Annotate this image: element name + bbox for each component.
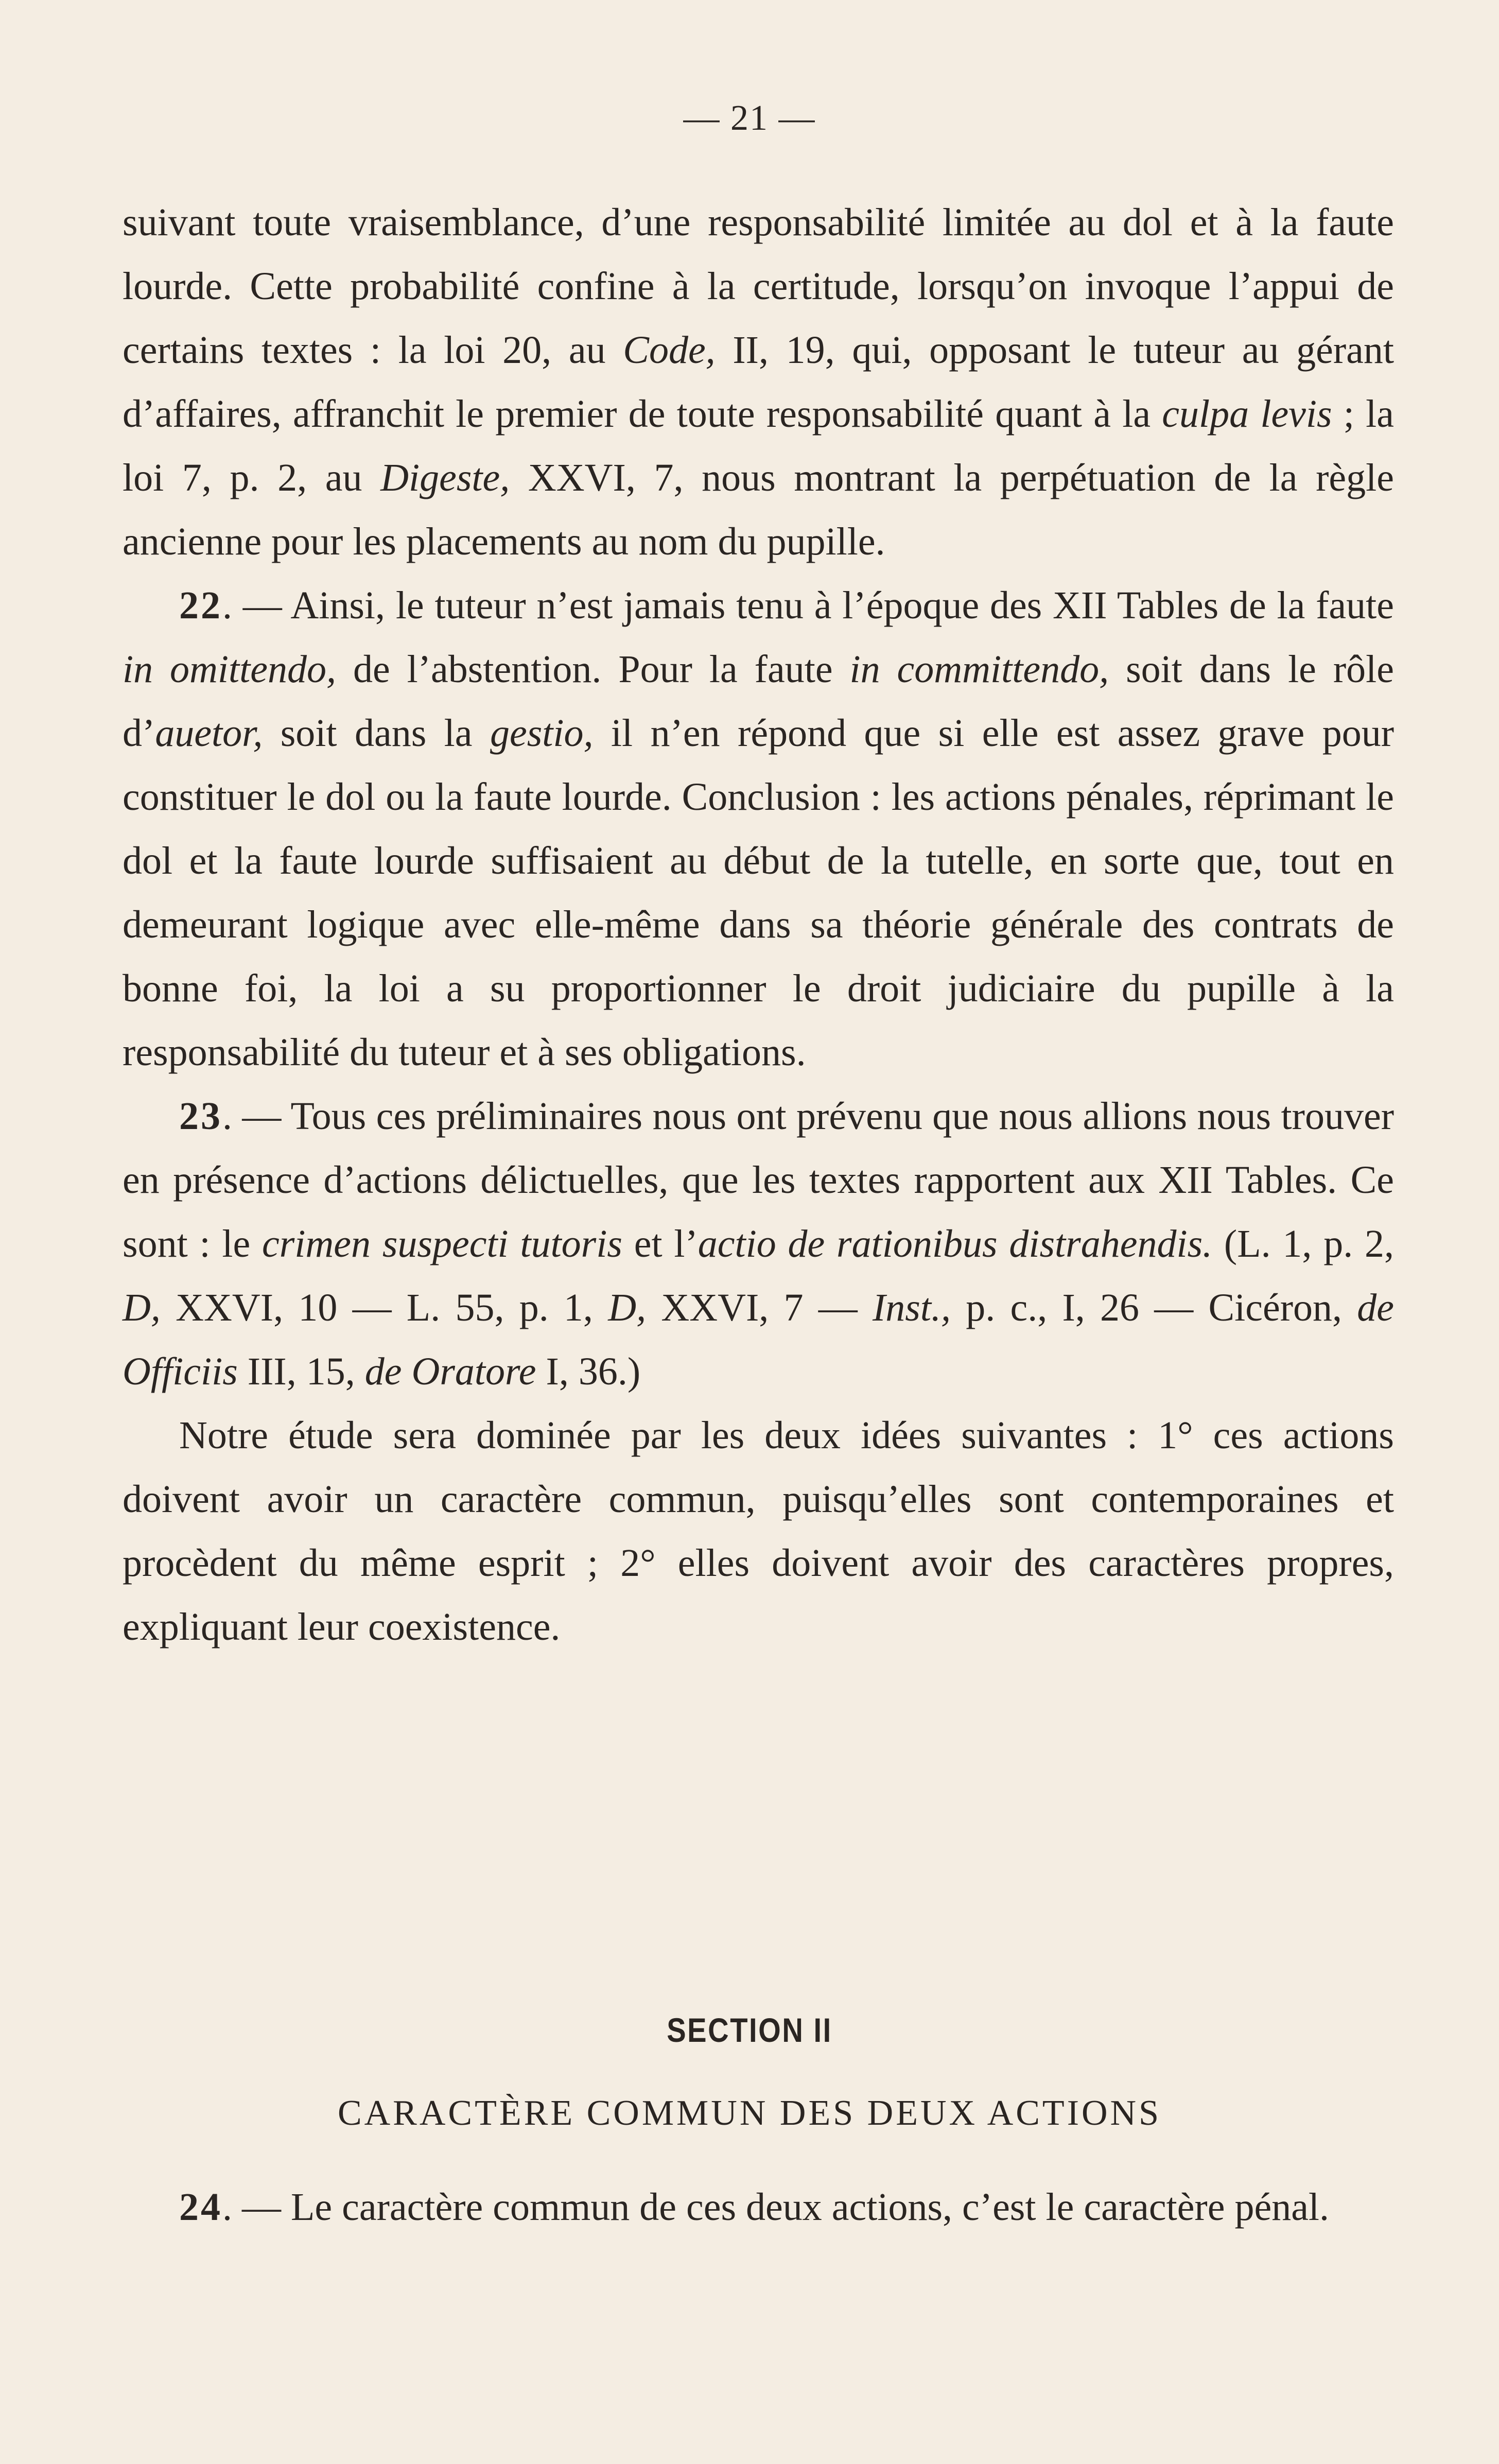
paragraph-number: 24 xyxy=(179,2185,222,2229)
italic-run: crimen suspecti tutoris xyxy=(262,1222,622,1265)
text-run: soit dans la xyxy=(263,712,490,755)
text-run: et l’ xyxy=(622,1222,698,1265)
paragraph-number: 22 xyxy=(179,584,222,627)
text-run: XXVI, 10 — L. 55, p. 1, xyxy=(160,1286,608,1329)
italic-run: actio de rationibus distrahendis. xyxy=(698,1222,1213,1265)
text-run: ; la loi 7, p. 2, au xyxy=(123,392,1394,499)
page-number: — 21 — xyxy=(683,98,816,138)
text-run: III, 15, xyxy=(237,1350,365,1393)
text-run: XXVI, 7 — xyxy=(646,1286,873,1329)
text-run: soit dans le rôle d’ xyxy=(123,648,1395,755)
text-run: de l’abstention. Pour la faute xyxy=(336,648,850,691)
text-run: . — Ainsi, le tuteur n’est jamais tenu à l’époque des XII Tables de la faute xyxy=(222,584,1394,627)
closing-text xyxy=(123,2175,1394,2239)
section-label: SECTION II xyxy=(667,2011,832,2049)
text-run: XXVI, 7, nous montrant la perpétuation de la règle ancienne pour les placements au nom du pupille. xyxy=(123,456,1395,563)
paragraph-24 xyxy=(123,2175,1394,2239)
text-run: p. c., I, 26 — Cicéron, xyxy=(951,1286,1357,1329)
text-run: (L. 1, p. 2, xyxy=(1212,1222,1394,1265)
italic-run: auetor, xyxy=(155,712,263,755)
italic-run: de Oratore xyxy=(364,1350,536,1393)
text-run: . — Le caractère commun de ces deux actions, c’est le caractère pénal. xyxy=(222,2185,1330,2229)
text-run: II, 19, qui, opposant le tuteur au gérant d’affaires, affranchit le premier de toute responsabilité quant à la xyxy=(123,328,1394,436)
italic-run: Inst., xyxy=(873,1286,951,1329)
text-run: I, 36.) xyxy=(536,1350,641,1393)
paragraph-number: 23 xyxy=(179,1095,222,1138)
paragraph-23 xyxy=(123,1084,1394,1403)
italic-run: de Officiis xyxy=(123,1286,1395,1393)
main-text xyxy=(123,190,1394,1659)
italic-run: D, xyxy=(123,1286,161,1329)
paragraph-notre-etude: Notre étude sera dominée par les deux idées suivantes : 1° ces actions doivent avoir un caractère commun, puisqu’elles sont contemporaines et procèdent du même esprit ; 2° elles doivent avoir des caractères propres, expliquant leur coexistence. xyxy=(123,1414,1394,1649)
italic-run: gestio, xyxy=(490,712,594,755)
italic-run: Digeste, xyxy=(380,456,510,499)
italic-run: in committendo, xyxy=(849,648,1109,691)
section-title: CARACTÈRE COMMUN DES DEUX ACTIONS xyxy=(337,2093,1162,2133)
text-run: . — Tous ces préliminaires nous ont prévenu que nous allions nous trouver en présence d’actions délictuelles, que les textes rapportent aux XII Tables. Ce sont : le xyxy=(123,1095,1394,1265)
text-run: il n’en répond que si elle est assez grave pour constituer le dol ou la faute lourde. Conclusion : les actions pénales, réprimant le dol et la faute lourde suffisaient au début de la tutelle, en sorte que, tout en demeurant logique avec elle-même dans sa théorie générale des contrats de bonne foi, la loi a su proportionner le droit judiciaire du pupille à la responsabilité du tuteur et à ses obligations. xyxy=(123,712,1394,1074)
italic-run: Code, xyxy=(623,328,716,372)
paragraph-continuation xyxy=(123,190,1394,574)
text-run: suivant toute vraisemblance, d’une responsabilité limitée au dol et à la faute lourde. Cette probabilité confine à la certitude, lorsqu’on invoque l’appui de certains textes : la loi 20, au xyxy=(123,201,1394,372)
paragraph-22 xyxy=(123,574,1394,1084)
italic-run: in omittendo, xyxy=(123,648,337,691)
italic-run: culpa levis xyxy=(1162,392,1332,436)
italic-run: D, xyxy=(608,1286,647,1329)
